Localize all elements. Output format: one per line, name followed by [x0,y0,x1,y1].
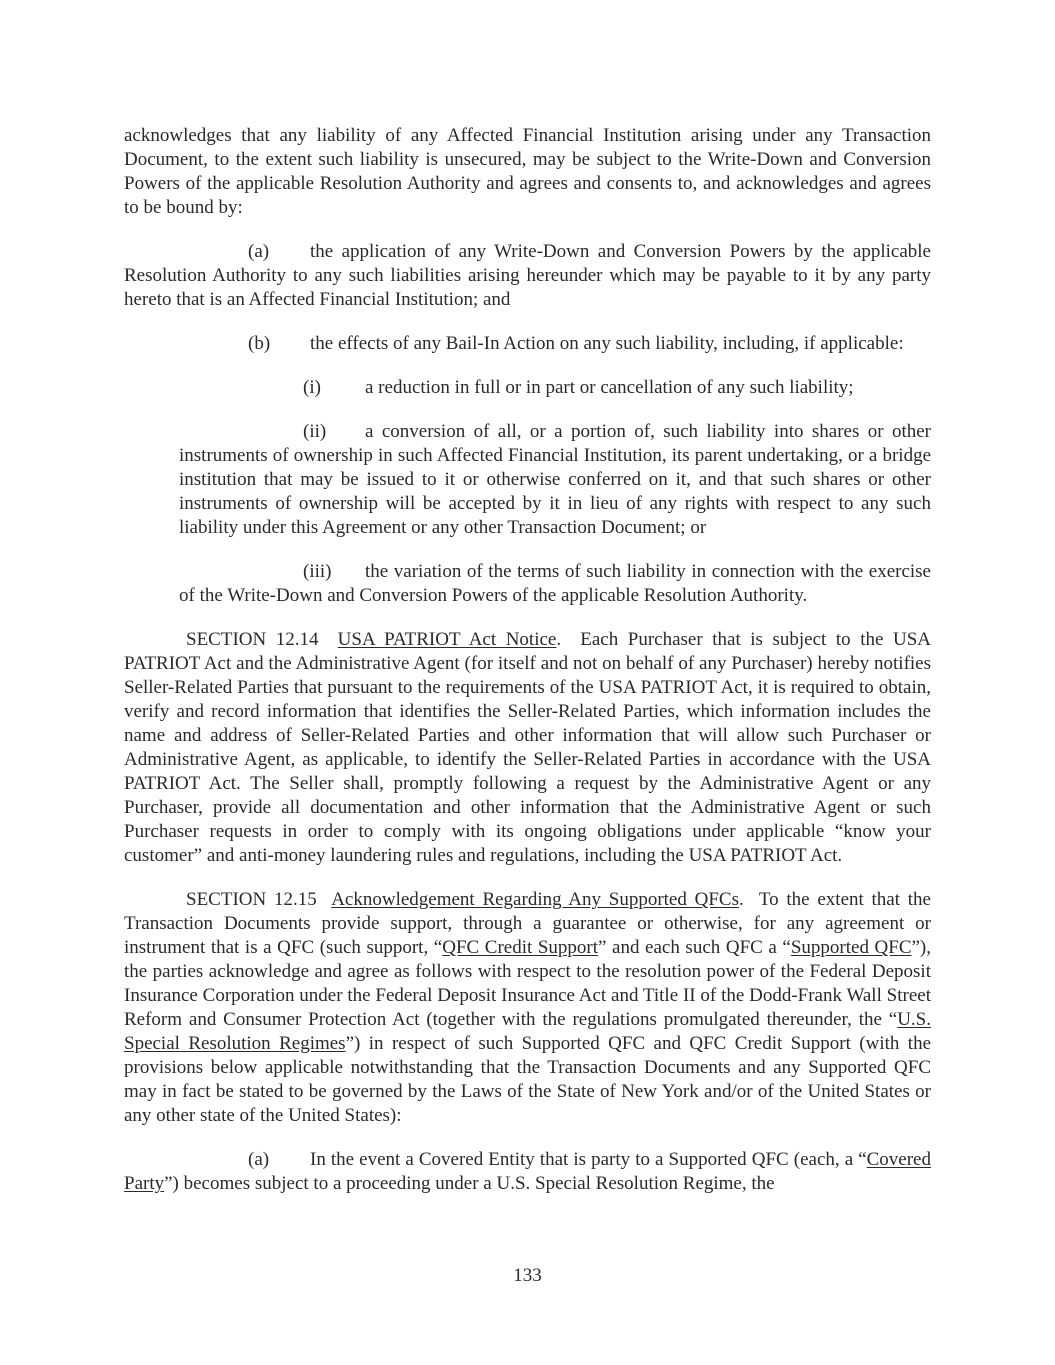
section-12-15-text-4: ”) in respect of such Supported QFC and QFC Credit Support (with the provisions below applicable notwithstanding that the Transaction Documents and any Supported QFC may in fact be stated to be governed by the Laws of the State of New York and/or of the United States or any other state of the United States): [124,1033,931,1126]
page-number: 133 [513,1265,542,1286]
section-12-15-heading: Acknowledgement Regarding Any Supported QFCs [331,889,739,910]
section-12-15-a-paragraph [124,1148,931,1196]
term-supported-qfc: Supported QFC [790,937,912,958]
item-b-paragraph [124,332,931,356]
term-qfc-credit-support: QFC Credit Support [442,937,599,958]
section-12-15-text-1: To the extent that the Transaction Documents provide support, through a guarantee or otherwise, for any agreement or instrument that is a QFC (such support, “ [124,889,931,958]
item-b-label: (b) [248,333,271,354]
item-ii-label: (ii) [303,421,327,442]
section-12-15-paragraph: SECTION 12.15 Acknowledgement Regarding Any Supported QFCs. To the extent that the Transaction Documents provide support, through a guarantee or otherwise, for any agreement or instrument that is a QFC (such support, “QFC Credit Support” and each such QFC a “Supported QFC”), the parties acknowledge and agree as follows with respect to the resolution power of the Federal Deposit Insurance Corporation under the Federal Deposit Insurance Act and Title II of the Dodd-Frank Wall Street Reform and Consumer Protection Act (together with the regulations promulgated thereunder, the “U.S. Special Resolution Regimes”) in respect of such Supported QFC and QFC Credit Support (with the provisions below applicable notwithstanding that the Transaction Documents and any Supported QFC may in fact be stated to be governed by the Laws of the State of New York and/or of the United States or any other state of the United States): [124,889,932,1126]
section-12-15-a-text-2: ”) becomes subject to a proceeding under a U.S. Special Resolution Regime, the [164,1173,775,1194]
term-us-special-resolution-regimes: U.S. Special Resolution Regimes [124,1009,931,1054]
section-12-15-number: SECTION 12.15 [186,889,317,910]
section-12-15-a-label: (a) [248,1149,270,1170]
item-i-label: (i) [303,377,321,398]
item-b-text: the effects of any Bail-In Action on any such liability, including, if applicable: [310,333,904,354]
item-a-text: the application of any Write-Down and Conversion Powers by the applicable Resolution Authority to any such liabilities arising hereunder which may be payable to it by any party hereto that is an Affected Financial Institution; and [124,241,931,310]
term-covered-party: Covered Party [124,1149,931,1194]
item-i-text: a reduction in full or in part or cancellation of any such liability; [365,377,854,398]
section-12-15-text-3: ”), the parties acknowledge and agree as follows with respect to the resolution power of the Federal Deposit Insurance Corporation under the Federal Deposit Insurance Act and Title II of the Dodd-Frank Wall Street Reform and Consumer Protection Act (together with the regulations promulgated thereunder, the “ [124,937,932,1030]
section-12-14-text: Each Purchaser that is subject to the USA PATRIOT Act and the Administrative Agent (for itself and not on behalf of any Purchaser) hereby notifies Seller-Related Parties that pursuant to the requirements of the USA PATRIOT Act, it is required to obtain, verify and record information that identifies the Seller-Related Parties, which information includes the name and address of Seller-Related Parties and other information that will allow such Purchaser or Administrative Agent, as applicable, to identify the Seller-Related Parties in accordance with the USA PATRIOT Act. The Seller shall, promptly following a request by the Administrative Agent or any Purchaser, provide all documentation and other information that the Administrative Agent or such Purchaser requests in order to comply with its ongoing obligations under applicable “know your customer” and anti-money laundering rules and regulations, including the USA PATRIOT Act. [124,629,932,866]
item-i-paragraph [124,376,931,400]
section-12-15-a-text-1: In the event a Covered Entity that is party to a Supported QFC (each, a “ [310,1149,867,1170]
intro-paragraph: acknowledges that any liability of any Affected Financial Institution arising under any Transaction Document, to the extent such liability is unsecured, may be subject to the Write-Down and Conversion Powers of the applicable Resolution Authority and agrees and consents to, and acknowledges and agrees to be bound by: [124,125,931,218]
item-iii-text: the variation of the terms of such liability in connection with the exercise of the Write-Down and Conversion Powers of the applicable Resolution Authority. [179,561,931,606]
item-iii-label: (iii) [303,561,332,582]
section-12-15-text-2: ” and each such QFC a “ [598,937,791,958]
document-page [124,124,931,1196]
item-ii-text: a conversion of all, or a portion of, such liability into shares or other instruments of ownership in such Affected Financial Institution, its parent undertaking, or a bridge institution that may be issued to it or otherwise conferred on it, and that such shares or other instruments of ownership will be accepted by it in lieu of any rights with respect to any such liability under this Agreement or any other Transaction Document; or [179,421,931,538]
item-a-label: (a) [248,241,270,262]
item-ii-paragraph [179,420,931,540]
item-iii-paragraph [179,560,931,608]
item-a-paragraph [124,240,931,312]
section-12-14-number: SECTION 12.14 [186,629,319,650]
section-12-14-paragraph: SECTION 12.14 USA PATRIOT Act Notice. Each Purchaser that is subject to the USA PATRIOT Act and the Administrative Agent (for itself and not on behalf of any Purchaser) hereby notifies Seller-Related Parties that pursuant to the requirements of the USA PATRIOT Act, it is required to obtain, verify and record information that identifies the Seller-Related Parties, which information includes the name and address of Seller-Related Parties and other information that will allow such Purchaser or Administrative Agent, as applicable, to identify the Seller-Related Parties in accordance with the USA PATRIOT Act. The Seller shall, promptly following a request by the Administrative Agent or any Purchaser, provide all documentation and other information that the Administrative Agent or such Purchaser requests in order to comply with its ongoing obligations under applicable “know your customer” and anti-money laundering rules and regulations, including the USA PATRIOT Act. [124,629,932,866]
section-12-14-heading: USA PATRIOT Act Notice [337,629,557,650]
